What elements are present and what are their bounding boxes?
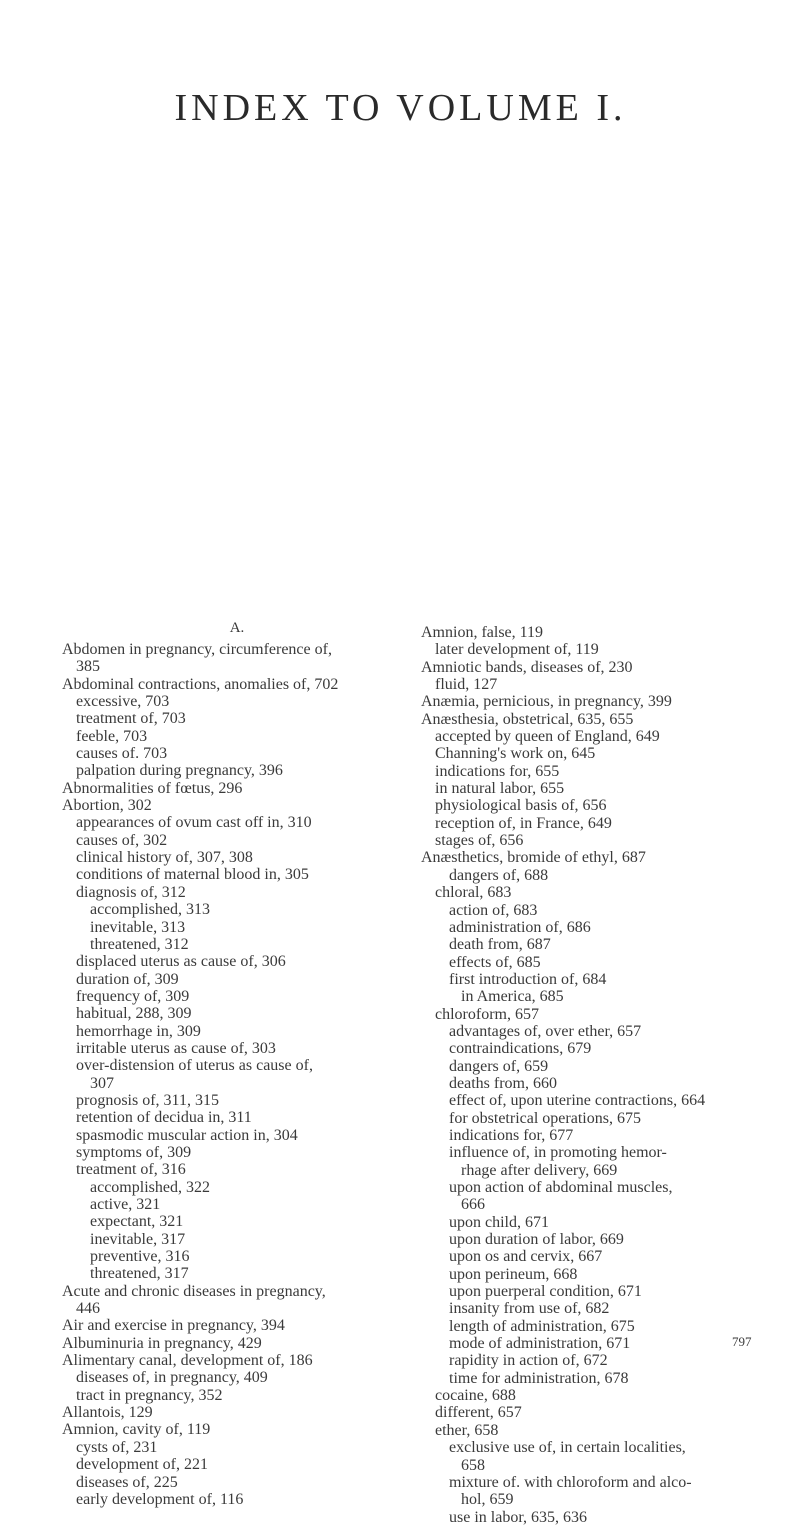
- page-number: 797: [732, 1334, 752, 1349]
- index-entry: influence of, in promoting hemor-: [449, 1144, 667, 1162]
- index-entry: clinical history of, 307, 308: [76, 849, 253, 867]
- index-entry: effect of, upon uterine contractions, 664: [449, 1092, 706, 1110]
- index-entry: Abdominal contractions, anomalies of, 702: [62, 675, 339, 693]
- index-entry: habitual, 288, 309: [76, 1005, 192, 1023]
- index-entry: later development of, 119: [435, 641, 599, 659]
- index-entry: accepted by queen of England, 649: [435, 728, 660, 746]
- index-entry: hemorrhage in, 309: [76, 1022, 201, 1040]
- index-entry: indications for, 677: [449, 1126, 574, 1144]
- index-entry: upon child, 671: [449, 1213, 549, 1231]
- index-entry: hol, 659: [461, 1491, 514, 1509]
- index-entry: upon puerperal condition, 671: [449, 1283, 642, 1301]
- index-entry: threatened, 312: [90, 935, 189, 953]
- index-entry: action of, 683: [449, 901, 538, 919]
- index-column-right: [421, 624, 746, 1526]
- index-entry: Abortion, 302: [62, 797, 152, 815]
- index-entry: Anæsthesia, obstetrical, 635, 655: [421, 710, 634, 728]
- index-entry: mode of administration, 671: [449, 1335, 631, 1353]
- section-letter: A.: [229, 620, 245, 636]
- index-entry: Abdomen in pregnancy, circumference of,: [62, 641, 332, 658]
- index-entry: excessive, 703: [76, 693, 170, 711]
- index-entry: Air and exercise in pregnancy, 394: [62, 1317, 285, 1335]
- index-entry: chloroform, 657: [435, 1005, 539, 1023]
- index-entry: fluid, 127: [435, 676, 498, 694]
- page-title: INDEX TO VOLUME I.: [174, 87, 627, 129]
- index-entry: accomplished, 313: [90, 901, 210, 919]
- index-entry: spasmodic muscular action in, 304: [76, 1126, 298, 1144]
- index-entry: symptoms of, 309: [76, 1143, 192, 1161]
- index-entry: duration of, 309: [76, 970, 179, 988]
- index-entry: contraindications, 679: [449, 1040, 592, 1058]
- index-entry: Channing's work on, 645: [435, 745, 596, 763]
- index-entry: dangers of, 688: [449, 866, 549, 884]
- index-entry: Amnion, false, 119: [421, 624, 544, 641]
- index-entry: length of administration, 675: [449, 1317, 635, 1335]
- index-entry: accomplished, 322: [90, 1178, 210, 1196]
- index-entry: reception of, in France, 649: [435, 814, 612, 832]
- index-entry: physiological basis of, 656: [435, 797, 607, 815]
- index-entry: rapidity in action of, 672: [449, 1352, 608, 1370]
- index-entry: 666: [461, 1196, 485, 1214]
- index-entry: threatened, 317: [90, 1265, 189, 1283]
- index-entry: first introduction of, 684: [449, 970, 607, 988]
- index-entry: in natural labor, 655: [435, 780, 565, 798]
- index-entry: deaths from, 660: [449, 1074, 557, 1092]
- index-entry: development of, 221: [76, 1456, 208, 1474]
- index-entry: appearances of ovum cast off in, 310: [76, 814, 312, 832]
- index-entry: active, 321: [90, 1196, 161, 1213]
- index-entry: 385: [76, 658, 100, 676]
- index-entry: inevitable, 317: [90, 1230, 186, 1248]
- index-entry: upon perineum, 668: [449, 1265, 578, 1283]
- index-entry: Anæsthetics, bromide of ethyl, 687: [421, 849, 646, 867]
- index-entry: prognosis of, 311, 315: [76, 1091, 219, 1109]
- index-entry: upon os and cervix, 667: [449, 1248, 603, 1266]
- index-entry: early development of, 116: [76, 1490, 244, 1508]
- index-entry: 658: [461, 1456, 485, 1474]
- index-entry: in America, 685: [461, 988, 564, 1006]
- index-entry: irritable uterus as cause of, 303: [76, 1039, 276, 1057]
- index-entry: insanity from use of, 682: [449, 1300, 610, 1318]
- index-entry: effects of, 685: [449, 953, 541, 971]
- index-entry: Amnion, cavity of, 119: [62, 1421, 211, 1439]
- index-entry: Allantois, 129: [62, 1404, 153, 1422]
- index-entry: use in labor, 635, 636: [449, 1508, 588, 1526]
- index-entry: diseases of, in pregnancy, 409: [76, 1369, 268, 1387]
- index-entry: treatment of, 316: [76, 1161, 186, 1179]
- index-column-left: [62, 620, 412, 1508]
- index-entry: conditions of maternal blood in, 305: [76, 866, 309, 884]
- index-entry: exclusive use of, in certain localities,: [449, 1439, 686, 1457]
- index-entry: time for administration, 678: [449, 1369, 629, 1387]
- index-entry: Amniotic bands, diseases of, 230: [421, 658, 633, 676]
- index-entry: causes of, 302: [76, 831, 168, 849]
- index-entry: for obstetrical operations, 675: [449, 1109, 641, 1127]
- index-entry: retention of decidua in, 311: [76, 1109, 252, 1127]
- index-entry: treatment of, 703: [76, 710, 186, 728]
- index-entry: upon duration of labor, 669: [449, 1231, 624, 1249]
- index-entry: dangers of, 659: [449, 1057, 549, 1075]
- index-entry: mixture of. with chloroform and alco-: [449, 1473, 692, 1491]
- index-entry: chloral, 683: [435, 884, 512, 902]
- index-entry: cysts of, 231: [76, 1438, 158, 1456]
- index-entry: Albuminuria in pregnancy, 429: [62, 1334, 262, 1352]
- index-entry: death from, 687: [449, 936, 551, 954]
- index-entry: preventive, 316: [90, 1248, 190, 1266]
- index-entry: upon action of abdominal muscles,: [449, 1179, 673, 1196]
- index-entry: expectant, 321: [90, 1213, 184, 1231]
- index-entry: indications for, 655: [435, 762, 560, 780]
- index-entry: stages of, 656: [435, 832, 524, 850]
- index-entry: Anæmia, pernicious, in pregnancy, 399: [421, 693, 672, 711]
- index-entry: over-distension of uterus as cause of,: [76, 1057, 313, 1075]
- index-entry: Abnormalities of fœtus, 296: [62, 779, 243, 797]
- index-entry: 307: [90, 1074, 114, 1092]
- index-entry: advantages of, over ether, 657: [449, 1022, 642, 1040]
- index-entry: 446: [76, 1300, 100, 1318]
- index-entry: administration of, 686: [449, 918, 591, 936]
- index-entry: ether, 658: [435, 1421, 499, 1439]
- index-entry: different, 657: [435, 1404, 522, 1422]
- index-entry: causes of. 703: [76, 745, 168, 763]
- index-entry: palpation during pregnancy, 396: [76, 762, 283, 780]
- index-entry: Acute and chronic diseases in pregnancy,: [62, 1282, 326, 1300]
- index-entry: inevitable, 313: [90, 918, 186, 936]
- index-entry: frequency of, 309: [76, 987, 190, 1005]
- index-entry: Alimentary canal, development of, 186: [62, 1352, 313, 1370]
- index-entry: tract in pregnancy, 352: [76, 1386, 223, 1404]
- index-entry: diseases of, 225: [76, 1473, 178, 1491]
- index-entry: displaced uterus as cause of, 306: [76, 953, 286, 971]
- index-entry: rhage after delivery, 669: [461, 1161, 618, 1179]
- index-entry: cocaine, 688: [435, 1387, 516, 1405]
- index-entry: feeble, 703: [76, 727, 148, 745]
- index-entry: diagnosis of, 312: [76, 883, 186, 901]
